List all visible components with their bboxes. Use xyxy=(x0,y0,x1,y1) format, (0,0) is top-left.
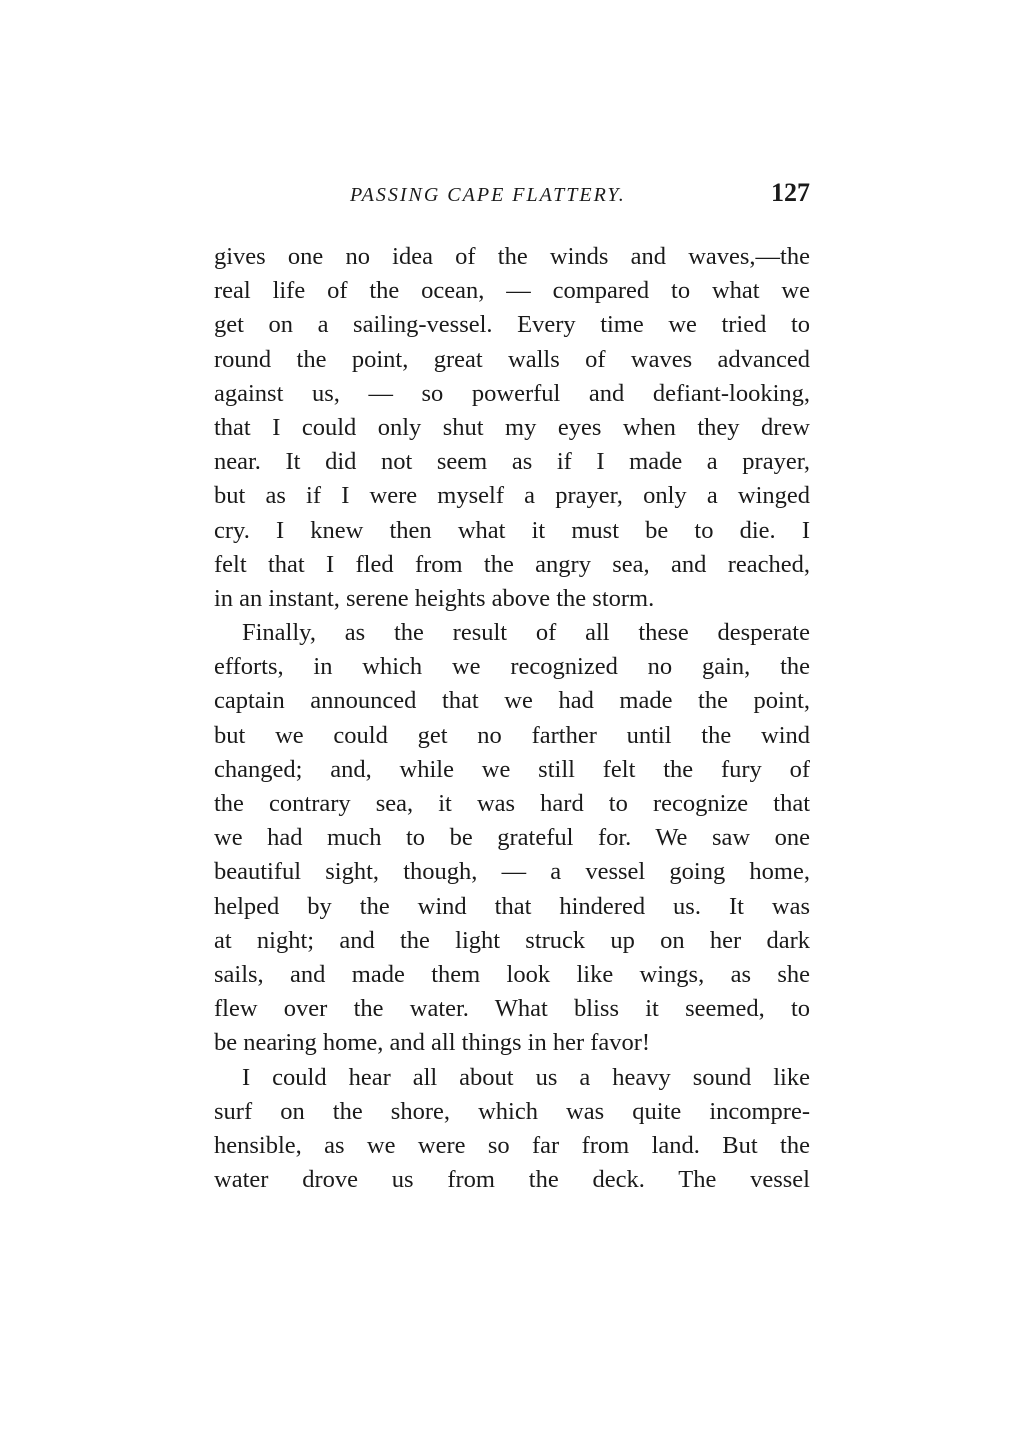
text-line: hensible, as we were so far from land. But the xyxy=(214,1131,810,1159)
text-line: the contrary sea, it was hard to recognize that xyxy=(214,790,810,817)
text-line: cry. I knew then what it must be to die. I xyxy=(214,516,810,544)
page-number: 127 xyxy=(771,178,810,207)
text-line: helped by the wind that hindered us. It was xyxy=(214,892,810,920)
text-line: we had much to be grateful for. We saw one xyxy=(214,824,810,852)
text-line: efforts, in which we recognized no gain, the xyxy=(214,653,810,681)
text-line: surf on the shore, which was quite incompre- xyxy=(214,1097,810,1125)
text-line: at night; and the light struck up on her dark xyxy=(214,926,810,954)
text-line: that I could only shut my eyes when they drew xyxy=(214,413,810,441)
text-line: beautiful sight, though, — a vessel going home, xyxy=(214,858,810,886)
text-line: but as if I were myself a prayer, only a winged xyxy=(214,482,810,510)
text-line: round the point, great walls of waves advanced xyxy=(214,345,810,373)
text-line: but we could get no farther until the wind xyxy=(214,721,810,749)
text-line: flew over the water. What bliss it seemed, to xyxy=(214,995,810,1023)
text-line: in an instant, serene heights above the storm. xyxy=(214,584,655,612)
text-line: felt that I fled from the angry sea, and reached, xyxy=(214,550,810,578)
text-line: sails, and made them look like wings, as she xyxy=(214,960,810,988)
text-line: be nearing home, and all things in her favor! xyxy=(214,1029,651,1057)
text-line: changed; and, while we still felt the fury of xyxy=(214,755,810,783)
text-line: get on a sailing-vessel. Every time we tried to xyxy=(214,311,810,339)
text-line: water drove us from the deck. The vessel xyxy=(214,1166,810,1194)
text-line: Finally, as the result of all these desperate xyxy=(242,619,810,647)
text-line: near. It did not seem as if I made a prayer, xyxy=(214,448,810,476)
page-header xyxy=(214,178,810,218)
text-line: gives one no idea of the winds and waves,—the xyxy=(214,243,810,270)
text-line: captain announced that we had made the point, xyxy=(214,687,810,715)
body-text xyxy=(214,240,810,1197)
running-title: PASSING CAPE FLATTERY. xyxy=(350,184,626,206)
text-line: real life of the ocean, — compared to what we xyxy=(214,277,810,305)
text-line: I could hear all about us a heavy sound like xyxy=(242,1063,810,1091)
text-line: against us, — so powerful and defiant-looking, xyxy=(214,379,810,407)
